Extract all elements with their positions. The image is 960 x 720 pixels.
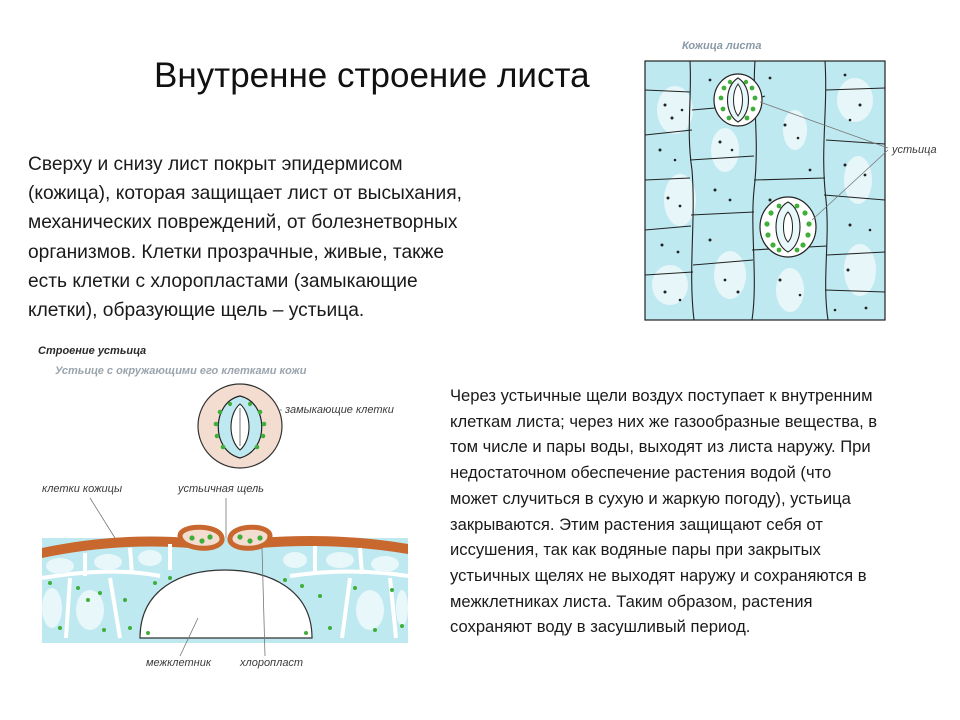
stoma-structure-figure (30, 338, 440, 678)
intro-paragraph (28, 150, 548, 325)
stomata-paragraph (450, 383, 955, 640)
label-stomatal-slit: устьичная щель (178, 483, 264, 495)
stoma-figure-subtitle: Устьице с окружающими его клетками кожи (55, 365, 307, 377)
intro-line: Сверху и снизу лист покрыт эпидермисом (28, 154, 403, 175)
intro-line: организмов. Клетки прозрачные, живые, также (28, 241, 445, 263)
guard-cells-top-view (198, 384, 282, 468)
label-chloroplast: хлоропласт (240, 657, 304, 669)
stomata-line: сохраняют воду в засушливый период. (450, 617, 751, 637)
intro-line: (кожица), которая защищает лист от высыхания, (28, 183, 462, 205)
leaf-cross-section (42, 527, 408, 643)
stomata-line: Через устьичные щели воздух поступает к внутренним (450, 386, 873, 405)
stoma-upper (714, 74, 762, 126)
stoma-figure-title: Строение устьица (38, 345, 147, 357)
slide-title: Внутренне строение листа (154, 56, 590, 95)
stomata-line: том числе и пары воды, выходят из листа наружу. При (450, 437, 871, 457)
leaf-skin-title: Кожица листа (682, 40, 762, 52)
stomata-line: недостаточном обеспечение растения водой (что (450, 463, 832, 483)
epidermis-cells (645, 61, 885, 320)
stomata-line: может случиться в сухую и жаркую погоду), устьица (450, 488, 851, 508)
intro-line: механических повреждений, от болезнетворных (28, 212, 458, 234)
stomata-line: закрываются. Этим растения защищают себя от (450, 514, 823, 534)
label-guard-cells: замыкающие клетки (285, 404, 394, 416)
leaf-skin-figure (620, 30, 960, 330)
stoma-lower (760, 197, 816, 257)
label-skin-cells: клетки кожицы (42, 483, 123, 495)
skin-cells-pointer (90, 498, 115, 538)
stomata-line: иссушения, так как водяные пары при закрытых (450, 540, 821, 560)
stomata-line: клеткам листа; через них же газообразные вещества, в (450, 411, 878, 431)
intro-line: клетки), образующие щель – устьица. (28, 300, 365, 322)
label-intercellular: межклетник (146, 657, 212, 669)
stomata-line: межклетниках листа. Таким образом, растения (450, 591, 813, 611)
stomata-line: устьичных щелях не выходят наружу и сохраняются в (450, 565, 867, 585)
label-stoma: устьица (892, 144, 937, 156)
intro-line: есть клетки с хлоропластами (замыкающие (28, 270, 418, 292)
